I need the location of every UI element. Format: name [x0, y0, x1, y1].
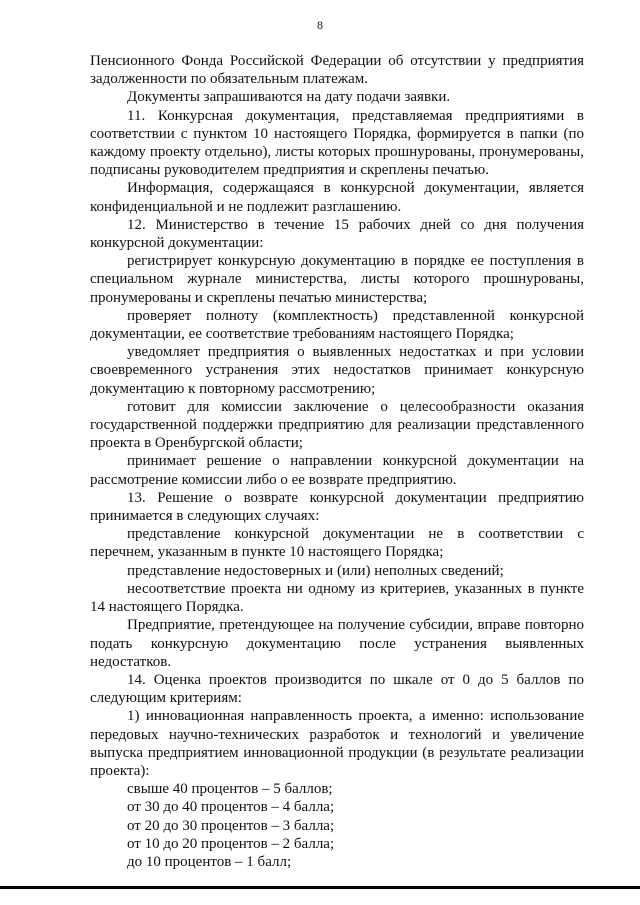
paragraph-clause-11: 11. Конкурсная документация, представляемая предприятиями в соответствии с пунктом 10 настоящего Порядка, формируется в папки (по каждому проекту отдельно), листы которых прошнурованы, пронумерованы, подписаны руководителем предприятия и скреплены печатью. — [90, 107, 584, 179]
paragraph-resubmit: Предприятие, претендующее на получение субсидии, вправе повторно подать конкурсную документацию после устранения выявленных недостатков. — [90, 617, 584, 670]
list-item-prepares: готовит для комиссии заключение о целесообразности оказания государственной поддержки предприятию для реализации представленного проекта в Оренбургской области; — [90, 398, 584, 452]
paragraph-criterion-1: 1) инновационная направленность проекта, а именно: использование передовых научно-технических разработок и технологий и увеличение выпуска предприятием инновационной продукции (в результате реализации проекта): — [90, 708, 584, 779]
list-item-unreliable: представление недостоверных и (или) неполных сведений; — [127, 562, 504, 579]
score-item-4: от 30 до 40 процентов – 4 балла; — [127, 799, 335, 816]
paragraph-clause-14: 14. Оценка проектов производится по шкале от 0 до 5 баллов по следующим критериям: — [90, 671, 584, 707]
list-item-notifies: уведомляет предприятия о выявленных недостатках и при условии своевременного устранения этих недостатков принимает конкурсную документацию к повторному рассмотрению; — [90, 344, 584, 397]
score-item-5: свыше 40 процентов – 5 баллов; — [127, 781, 333, 798]
list-item-criteria-mismatch: несоответствие проекта ни одному из критериев, указанных в пункте 14 настоящего Порядка. — [90, 580, 584, 616]
list-item-decides: принимает решение о направлении конкурсной документации на рассмотрение комиссии либо о ее возврате предприятию. — [90, 453, 584, 488]
list-item-registers: регистрирует конкурсную документацию в порядке ее поступления в специальном журнале министерства, листы которого прошнурованы, пронумерованы и скреплены печатью министерства; — [90, 253, 584, 306]
list-item-incomplete: представление конкурсной документации не в соответствии с перечнем, указанным в пункте 10 настоящего Порядка; — [90, 526, 584, 561]
list-item-checks: проверяет полноту (комплектность) представленной конкурсной документации, ее соответствие требованиям настоящего Порядка; — [90, 307, 584, 343]
paragraph-clause-12: 12. Министерство в течение 15 рабочих дней со дня получения конкурсной документации: — [90, 216, 584, 252]
score-item-1: до 10 процентов – 1 балл; — [127, 853, 292, 870]
score-item-3: от 20 до 30 процентов – 3 балла; — [127, 817, 335, 834]
paragraph-clause-13: 13. Решение о возврате конкурсной документации предприятию принимается в следующих случаях: — [90, 489, 584, 525]
score-item-2: от 10 до 20 процентов – 2 балла; — [127, 835, 335, 852]
document-body — [90, 52, 584, 871]
paragraph-confidential: Информация, содержащаяся в конкурсной документации, является конфиденциальной и не подлежит разглашению. — [90, 180, 584, 215]
paragraph-documents-date: Документы запрашиваются на дату подачи заявки. — [127, 89, 451, 106]
bottom-scan-edge — [0, 886, 640, 889]
paragraph-pfr-debt: Пенсионного Фонда Российской Федерации об отсутствии у предприятия задолженности по обязательным платежам. — [90, 53, 584, 88]
page-number: 8 — [317, 18, 323, 32]
